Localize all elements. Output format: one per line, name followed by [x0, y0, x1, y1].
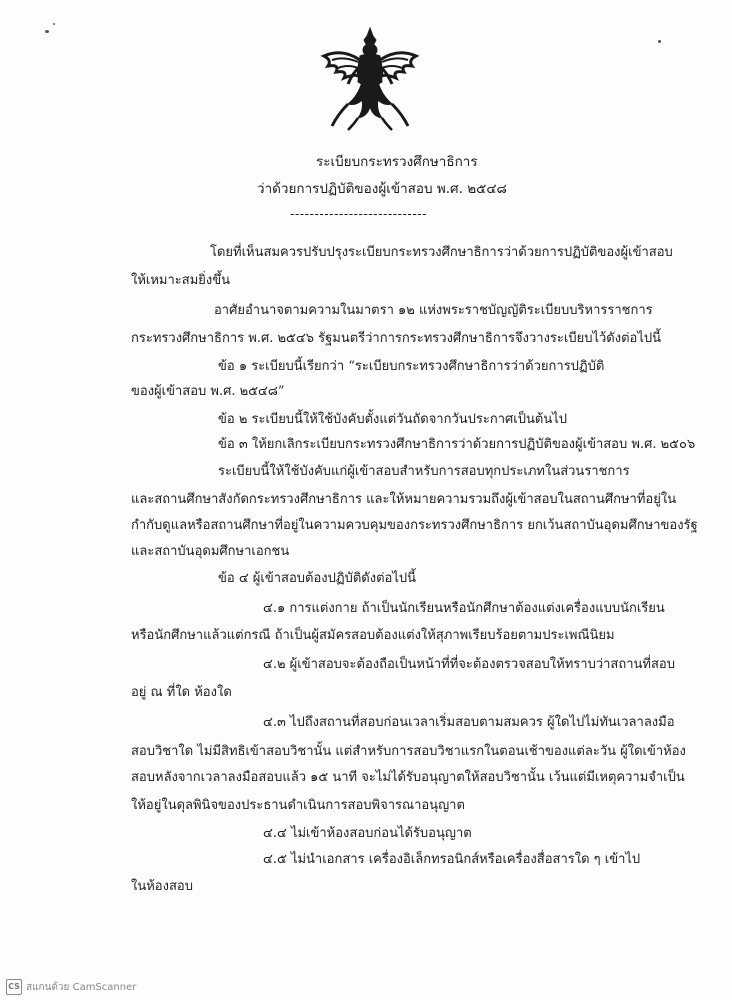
camscanner-logo-icon: CS: [6, 979, 22, 995]
clause-4-4: ๔.๔ ไม่เข้าห้องสอบก่อนได้รับอนุญาต: [263, 826, 472, 841]
body-line: ให้เหมาะสมยิ่งขึ้น: [131, 273, 231, 288]
body-line: หรือนักศึกษาแล้วแต่กรณี ถ้าเป็นผู้สมัครสอบต้องแต่งให้สุภาพเรียบร้อยตามประเพณีนิยม: [131, 628, 615, 643]
clause-1: ข้อ ๑ ระเบียบนี้เรียกว่า “ระเบียบกระทรวงศึกษาธิการว่าด้วยการปฏิบัติ: [218, 359, 605, 374]
clause-4-3: ๔.๓ ไปถึงสถานที่สอบก่อนเวลาเริ่มสอบตามสมควร ผู้ใดไปไม่ทันเวลาลงมือ: [263, 715, 675, 730]
garuda-emblem-icon: [318, 26, 422, 132]
body-line: กระทรวงศึกษาธิการ พ.ศ. ๒๕๔๖ รัฐมนตรีว่าการกระทรวงศึกษาธิการจึงวางระเบียบไว้ดังต่อไปนี้: [131, 331, 661, 346]
clause-3: ข้อ ๓ ให้ยกเลิกระเบียบกระทรวงศึกษาธิการว่าด้วยการปฏิบัติของผู้เข้าสอบ พ.ศ. ๒๕๐๖: [218, 437, 696, 452]
body-line: โดยที่เห็นสมควรปรับปรุงระเบียบกระทรวงศึกษาธิการว่าด้วยการปฏิบัติของผู้เข้าสอบ: [210, 245, 673, 260]
scan-speck: [658, 40, 661, 43]
clause-4-2: ๔.๒ ผู้เข้าสอบจะต้องถือเป็นหน้าที่ที่จะต้องตรวจสอบให้ทราบว่าสถานที่สอบ: [263, 657, 675, 672]
body-line: ในห้องสอบ: [131, 879, 193, 894]
body-line: สอบหลังจากเวลาลงมือสอบแล้ว ๑๕ นาที จะไม่ได้รับอนุญาตให้สอบวิชานั้น เว้นแต่มีเหตุความจำเป็น: [131, 770, 685, 785]
body-line: สอบวิชาใด ไม่มีสิทธิเข้าสอบวิชานั้น แต่สำหรับการสอบวิชาแรกในตอนเช้าของแต่ละวัน ผู้ใดเข้าห้อง: [131, 744, 686, 759]
title-separator: ----------------------------: [290, 207, 427, 222]
body-line: ของผู้เข้าสอบ พ.ศ. ๒๕๔๘”: [131, 384, 285, 399]
camscanner-label: สแกนด้วย CamScanner: [26, 981, 137, 993]
body-line: ระเบียบนี้ให้ใช้บังคับแก่ผู้เข้าสอบสำหรับการสอบทุกประเภทในส่วนราชการ: [218, 464, 630, 479]
scan-speck: [53, 23, 55, 25]
clause-4: ข้อ ๔ ผู้เข้าสอบต้องปฏิบัติดังต่อไปนี้: [218, 571, 417, 586]
body-line: ให้อยู่ในดุลพินิจของประธานดำเนินการสอบพิจารณาอนุญาต: [131, 798, 465, 813]
body-line: อาศัยอำนาจตามความในมาตรา ๑๒ แห่งพระราชบัญญัติระเบียบบริหารราชการ: [214, 303, 653, 318]
camscanner-watermark: [6, 979, 136, 995]
document-title: ระเบียบกระทรวงศึกษาธิการ: [316, 154, 478, 170]
scan-speck: [45, 30, 49, 33]
body-line: และสถาบันอุดมศึกษาเอกชน: [131, 544, 290, 559]
body-line: และสถานศึกษาสังกัดกระทรวงศึกษาธิการ และให้หมายความรวมถึงผู้เข้าสอบในสถานศึกษาที่อยู่ใน: [131, 492, 677, 507]
document-subtitle: ว่าด้วยการปฏิบัติของผู้เข้าสอบ พ.ศ. ๒๕๔๘: [257, 181, 507, 197]
body-line: อยู่ ณ ที่ใด ห้องใด: [131, 685, 232, 700]
body-line: กำกับดูแลหรือสถานศึกษาที่อยู่ในความควบคุมของกระทรวงศึกษาธิการ ยกเว้นสถาบันอุดมศึกษาของรัฐ: [131, 518, 698, 533]
clause-2: ข้อ ๒ ระเบียบนี้ให้ใช้บังคับตั้งแต่วันถัดจากวันประกาศเป็นต้นไป: [218, 412, 568, 427]
clause-4-1: ๔.๑ การแต่งกาย ถ้าเป็นนักเรียนหรือนักศึกษาต้องแต่งเครื่องแบบนักเรียน: [263, 601, 665, 616]
clause-4-5: ๔.๕ ไม่นำเอกสาร เครื่องอิเล็กทรอนิกส์หรือเครื่องสื่อสารใด ๆ เข้าไป: [263, 852, 641, 867]
